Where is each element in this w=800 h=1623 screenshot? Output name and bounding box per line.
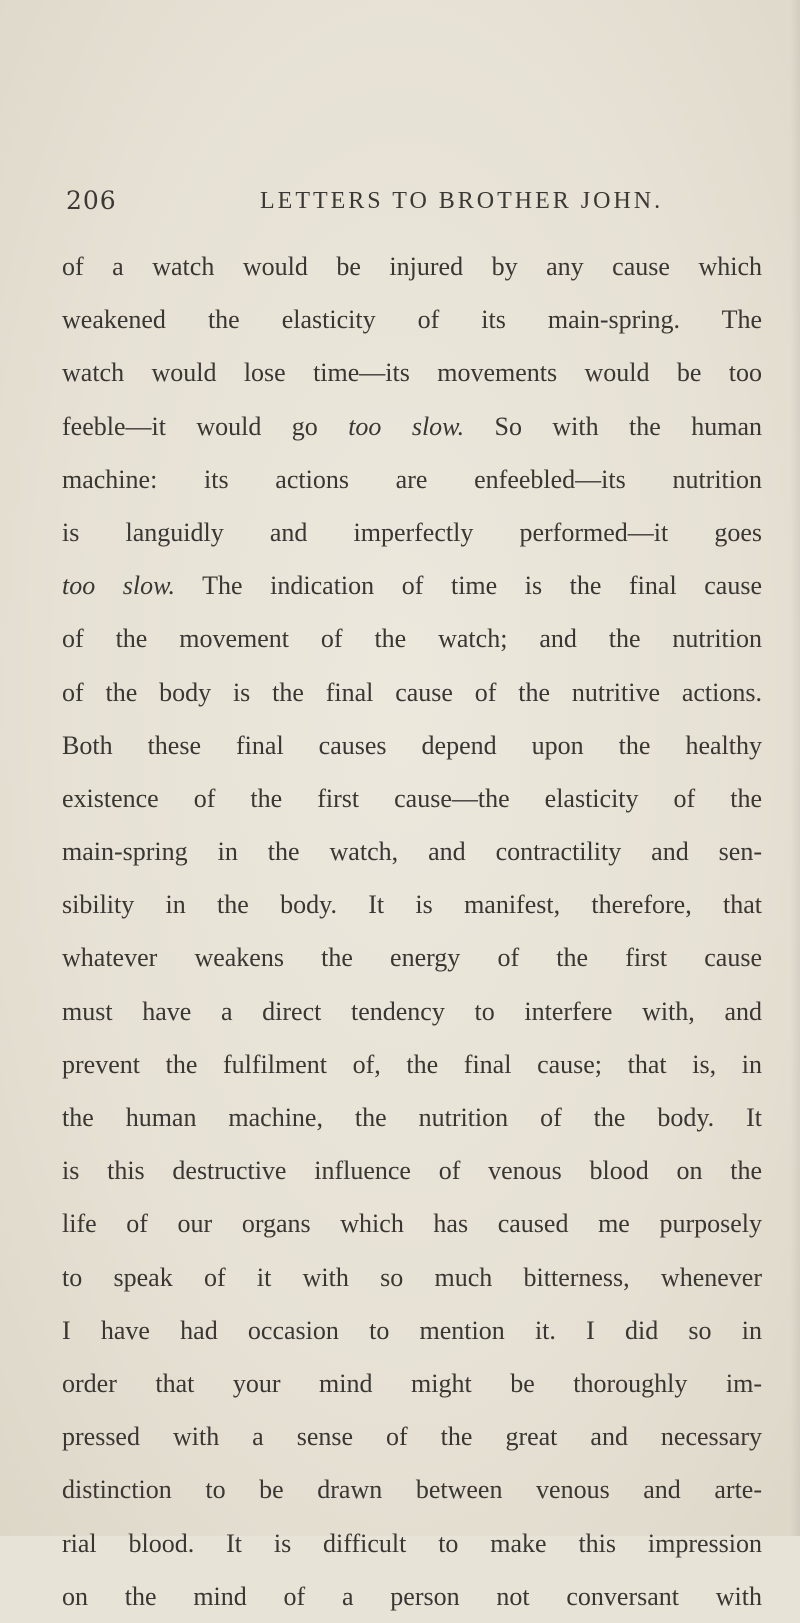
text-line bbox=[62, 1410, 762, 1463]
italic-text-span: too slow. bbox=[348, 411, 465, 441]
running-title: LETTERS TO BROTHER JOHN. bbox=[260, 188, 664, 214]
text-span: the human machine, the nutrition of the body. It bbox=[62, 1103, 762, 1132]
text-line bbox=[62, 1038, 762, 1091]
text-line bbox=[62, 1357, 762, 1410]
text-span: The indication of time is the final cause bbox=[175, 571, 762, 601]
text-span: feeble—it would go bbox=[62, 411, 349, 441]
text-span: rial blood. It is difficult to make this impression bbox=[62, 1528, 762, 1558]
text-span: distinction to be drawn between venous and arte- bbox=[62, 1475, 762, 1505]
text-span: I have had occasion to mention it. I did so in bbox=[62, 1315, 762, 1345]
page-number: 206 bbox=[66, 186, 117, 215]
text-span: pressed with a sense of the great and necessary bbox=[62, 1422, 762, 1452]
text-span: weakened the elasticity of its main-spring. The bbox=[62, 305, 762, 335]
text-span: So with the human bbox=[464, 411, 762, 441]
text-span: of the body is the final cause of the nutritive actions. bbox=[62, 677, 762, 707]
text-line bbox=[62, 346, 762, 399]
text-line bbox=[62, 400, 762, 453]
text-line bbox=[62, 293, 762, 346]
italic-text-span: too slow. bbox=[62, 571, 176, 601]
text-line bbox=[62, 985, 762, 1038]
text-line bbox=[62, 931, 762, 984]
text-line bbox=[62, 612, 762, 665]
text-span: existence of the first cause—the elasticity of the bbox=[62, 783, 762, 813]
page-edge-shadow bbox=[790, 0, 800, 1536]
text-line bbox=[62, 878, 762, 931]
text-line bbox=[62, 1091, 762, 1144]
text-span: of the movement of the watch; and the nutrition bbox=[62, 624, 762, 654]
text-span: must have a direct tendency to interfere with, and bbox=[62, 996, 762, 1026]
text-line bbox=[62, 1570, 762, 1623]
text-line bbox=[62, 772, 762, 825]
text-span: machine: its actions are enfeebled—its nutrition bbox=[62, 464, 762, 494]
text-line bbox=[62, 719, 762, 772]
text-line bbox=[62, 1517, 762, 1570]
text-span: prevent the fulfilment of, the final cause; that is, in bbox=[62, 1049, 762, 1079]
text-line bbox=[62, 666, 762, 719]
text-span: watch would lose time—its movements would be too bbox=[62, 358, 762, 388]
text-span: is languidly and imperfectly performed—it goes bbox=[62, 517, 762, 547]
text-span: Both these final causes depend upon the healthy bbox=[62, 730, 762, 760]
text-line bbox=[62, 506, 762, 559]
running-head bbox=[66, 186, 756, 226]
text-span: on the mind of a person not conversant with bbox=[62, 1581, 762, 1611]
text-line bbox=[62, 1144, 762, 1197]
text-span: main-spring in the watch, and contractility and sen- bbox=[62, 837, 762, 867]
text-span: to speak of it with so much bitterness, whenever bbox=[62, 1262, 762, 1292]
text-line bbox=[62, 1251, 762, 1304]
text-span: sibility in the body. It is manifest, therefore, that bbox=[62, 890, 762, 920]
text-span: order that your mind might be thoroughly im- bbox=[62, 1368, 762, 1398]
text-span: life of our organs which has caused me purposely bbox=[62, 1209, 762, 1239]
text-line bbox=[62, 240, 762, 293]
body-text bbox=[62, 240, 762, 1623]
text-line bbox=[62, 1304, 762, 1357]
text-line bbox=[62, 825, 762, 878]
text-span: is this destructive influence of venous blood on the bbox=[62, 1156, 762, 1186]
text-line bbox=[62, 453, 762, 506]
text-line bbox=[62, 1463, 762, 1516]
text-span: of a watch would be injured by any cause which bbox=[62, 252, 762, 281]
text-line bbox=[62, 1197, 762, 1250]
text-line bbox=[62, 559, 762, 612]
text-span: whatever weakens the energy of the first cause bbox=[62, 943, 762, 973]
